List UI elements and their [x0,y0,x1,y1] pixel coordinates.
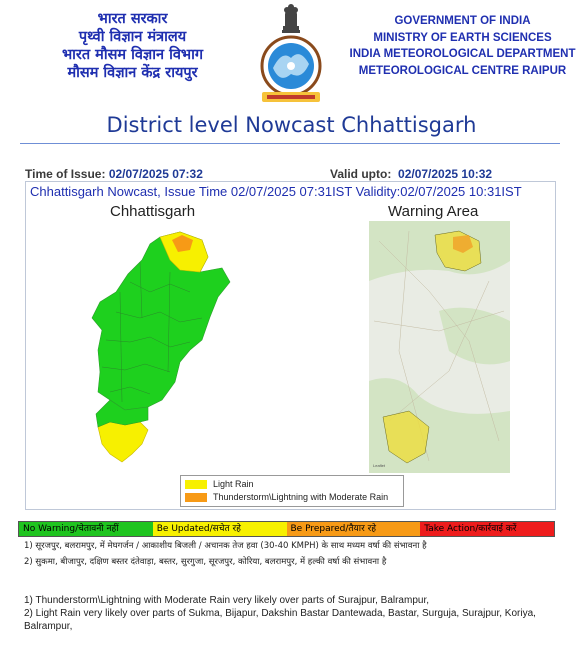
scale-be-updated: Be Updated/सचेत रहे [153,522,287,536]
legend-thunderstorm: Thunderstorm\Lightning with Moderate Rain [185,492,388,503]
hindi-line-centre: मौसम विज्ञान केंद्र रायपुर [67,65,198,81]
issue-time-label: Time of Issue: [25,167,106,181]
english-header [345,13,580,79]
title-divider [20,143,560,144]
left-map-title: Chhattisgarh [110,203,196,220]
hindi-header [20,10,245,82]
valid-upto [330,167,492,181]
hindi-note-1: 1) सूरजपुर, बलरामपुर, में मेघगर्जन / आकाशीय बिजली / अचानक तेज हवा (30-40 KMPH) के साथ मध्यम वर्षा की संभावना है [24,541,427,551]
emblem-group [258,2,324,112]
national-emblem-icon [258,2,324,107]
right-map-title: Warning Area [388,203,479,220]
hindi-note-2: 2) सुकमा, बीजापुर, दक्षिण बस्तर दंतेवाड़ा, बस्तर, सुरगुजा, सूरजपुर, कोरिया, बलरामपुर, में हल्की वर्षा की संभावना है [24,557,387,567]
warning-scale [18,521,555,537]
issue-time [25,167,203,181]
scale-take-action: Take Action/कार्रवाई करें [420,522,554,536]
svg-text:Leaflet: Leaflet [373,463,386,468]
state-green-area [92,232,230,410]
english-note-2: 2) Light Rain very likely over parts of Sukma, Bijapur, Dakshin Bastar Dantewada, Bastar, Surguja, Surajpur, Koriya, Balrampur, [24,608,536,632]
scale-be-prepared: Be Prepared/तैयार रहे [287,522,421,536]
eng-line-imd: INDIA METEOROLOGICAL DEPARTMENT [349,48,576,60]
legend-swatch-orange [185,493,207,502]
valid-upto-label: Valid upto: [330,167,392,181]
legend-light-rain: Light Rain [185,479,254,490]
page-title: District level Nowcast Chhattisgarh [106,113,477,137]
hindi-line-ministry: पृथ्वी विज्ञान मंत्रालय [78,29,187,45]
nowcast-heading: Chhattisgarh Nowcast, Issue Time 02/07/2025 07:31IST Validity:02/07/2025 10:31IST [30,184,522,199]
hindi-line-imd: भारत मौसम विज्ञान विभाग [61,47,204,63]
legend-swatch-yellow [185,480,207,489]
hindi-line-govt: भारत सरकार [97,11,168,27]
eng-line-govt: GOVERNMENT OF INDIA [394,15,531,27]
issue-time-value: 02/07/2025 07:32 [108,167,203,181]
english-note-1: 1) Thunderstorm\Lightning with Moderate Rain very likely over parts of Surajpur, Balrampur, [24,595,430,606]
south-yellow-area [98,422,148,462]
scale-no-warning: No Warning/चेतावनी नहीं [19,522,153,536]
valid-upto-value: 02/07/2025 10:32 [398,167,493,181]
imd-logo-icon [262,92,320,102]
district-map [30,222,280,472]
eng-line-ministry: MINISTRY OF EARTH SCIENCES [373,31,552,44]
eng-line-centre: METEOROLOGICAL CENTRE RAIPUR [358,64,567,77]
map-legend [180,475,404,507]
warning-area-map [369,221,510,473]
